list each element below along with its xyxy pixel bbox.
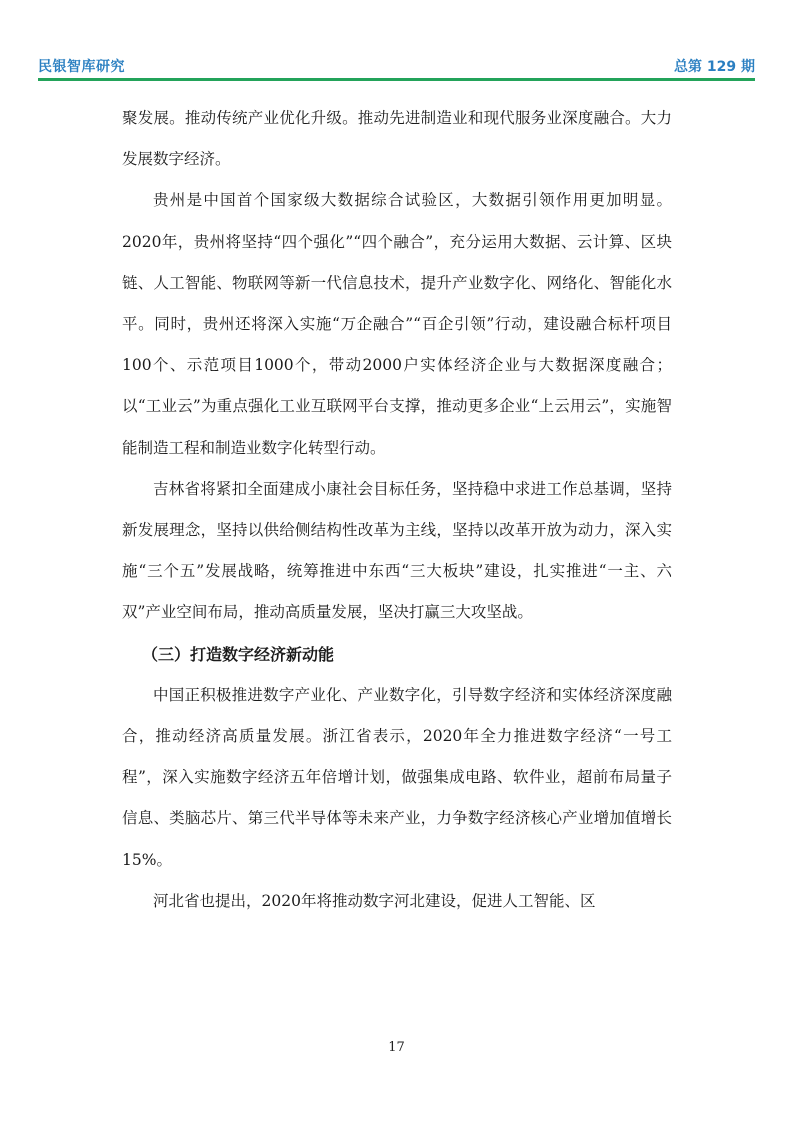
paragraph-guizhou: 贵州是中国首个国家级大数据综合试验区，大数据引领作用更加明显。2020年，贵州将坚持“四个强化”“四个融合”，充分运用大数据、云计算、区块链、人工智能、物联网等新一代信息技术，提升产业数字化、网络化、智能化水平。同时，贵州还将深入实施“万企融合”“百企引领”行动，建设融合标杆项目100个、示范项目1000个，带动2000户实体经济企业与大数据深度融合；以“工业云”为重点强化工业互联网平台支撑，推动更多企业“上云用云”，实施智能制造工程和制造业数字化转型行动。: [122, 191, 672, 457]
paragraph-digital-economy: 中国正积极推进数字产业化、产业数字化，引导数字经济和实体经济深度融合，推动经济高质量发展。浙江省表示，2020年全力推进数字经济“一号工程”，深入实施数字经济五年倍增计划，做强集成电路、软件业，超前布局量子信息、类脑芯片、第三代半导体等未来产业，力争数字经济核心产业增加值增长15%。: [122, 685, 672, 869]
paragraph-jilin: 吉林省将紧扣全面建成小康社会目标任务，坚持稳中求进工作总基调，坚持新发展理念，坚持以供给侧结构性改革为主线，坚持以改革开放为动力，深入实施“三个五”发展战略，统筹推进中东西“三大板块”建设，扎实推进“一主、六双”产业空间布局，推动高质量发展，坚决打赢三大攻坚战。: [122, 479, 672, 622]
paragraph-hebei: 河北省也提出，2020年将推动数字河北建设，促进人工智能、区: [153, 891, 596, 910]
page-number: 17: [388, 1040, 405, 1055]
issue-number: 总第 129 期: [674, 59, 755, 75]
header-divider: [38, 78, 755, 81]
section-heading: （三）打造数字经济新动能: [142, 644, 335, 664]
article-body: [122, 98, 672, 922]
paragraph-continued: 聚发展。推动传统产业优化升级。推动先进制造业和现代服务业深度融合。大力发展数字经济。: [122, 109, 672, 169]
brand-title: 民银智库研究: [38, 59, 125, 75]
